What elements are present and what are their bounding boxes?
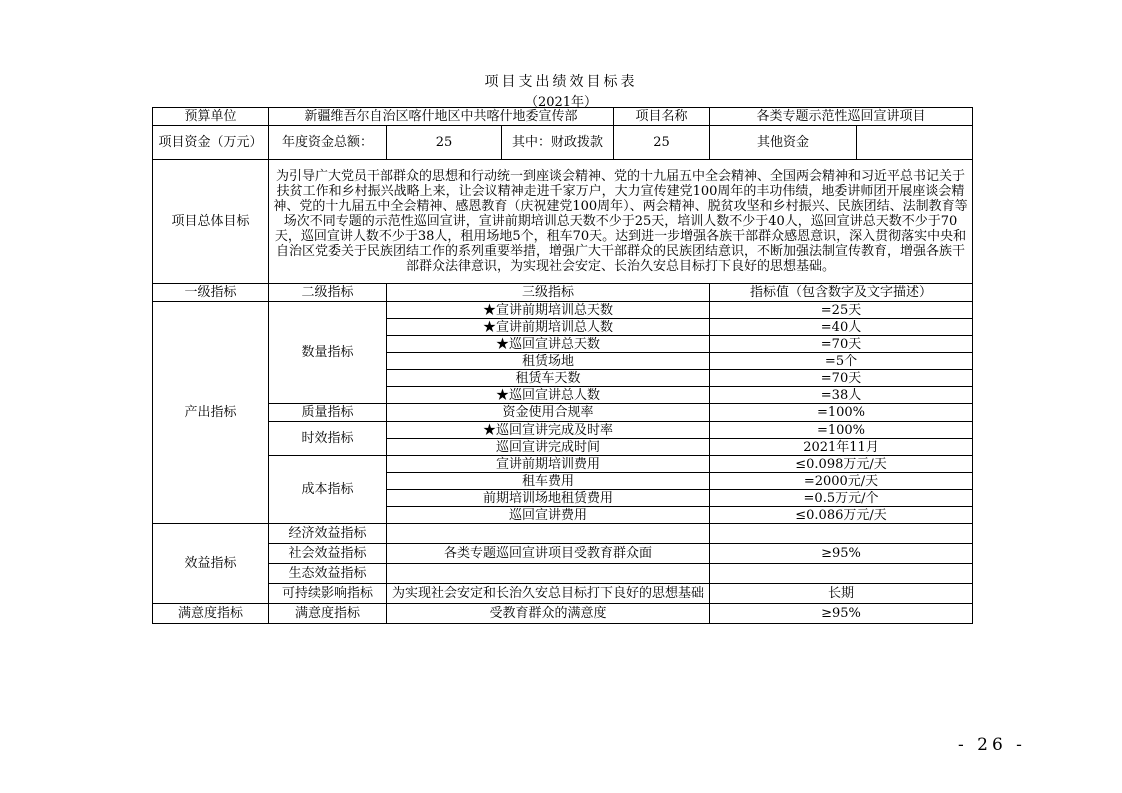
table-row [153,564,973,584]
level3-name: 资金使用合规率 [387,404,710,422]
benefit-level2: 生态效益指标 [269,564,387,584]
level3-name: 巡回宣讲费用 [387,507,710,524]
indicator-value: 2021年11月 [710,439,973,456]
performance-target-table [152,107,973,624]
header-row [153,108,973,126]
level3-name: 巡回宣讲完成时间 [387,439,710,456]
col-level2: 二级指标 [269,284,387,302]
level3-name: 租赁车天数 [387,370,710,387]
indicator-value: ≤0.098万元/天 [710,456,973,473]
goal-label: 项目总体目标 [153,160,269,284]
table-row [153,404,973,422]
indicator-value: =40人 [710,319,973,336]
timeliness-indicator-label: 时效指标 [269,422,387,456]
level3-name: 前期培训场地租赁费用 [387,490,710,507]
level3-name: 受教育群众的满意度 [387,604,710,624]
satisfaction-indicator-label: 满意度指标 [153,604,269,624]
indicator-value: =100% [710,422,973,439]
annual-total-label: 年度资金总额： [269,126,387,160]
project-name-value: 各类专题示范性巡回宣讲项目 [710,108,973,126]
other-funds-label: 其他资金 [710,126,857,160]
project-name-label: 项目名称 [614,108,710,126]
annual-total-value: 25 [387,126,502,160]
indicator-value: =2000元/天 [710,473,973,490]
quantity-indicator-label: 数量指标 [269,302,387,404]
level3-name: 宣讲前期培训费用 [387,456,710,473]
benefit-level2: 经济效益指标 [269,524,387,544]
satisfaction-level2: 满意度指标 [269,604,387,624]
output-indicator-label: 产出指标 [153,302,269,524]
level3-name: ★巡回宣讲总天数 [387,336,710,353]
table-row [153,584,973,604]
level3-name [387,564,710,584]
level3-name: ★宣讲前期培训总人数 [387,319,710,336]
goal-row [153,160,973,284]
goal-text: 为引导广大党员干部群众的思想和行动统一到座谈会精神、党的十九届五中全会精神、全国两会精神和习近平总书记关于扶贫工作和乡村振兴战略上来，让会议精神走进千家万户，大力宣传建党100周年的丰功伟绩，地委讲师团开展座谈会精神、党的十九届五中全会精神、感恩教育（庆祝建党100周年）、两会精神、脱贫攻坚和乡村振兴、民族团结、法制教育等场次不同专题的示范性巡回宣讲，宣讲前期培训总天数不少于25天，培训人数不少于40人，巡回宣讲总天数不少于70天，巡回宣讲人数不少于38人，租用场地5个，租车70天。达到进一步增强各族干部群众感恩意识，深入贯彻落实中央和自治区党委关于民族团结工作的系列重要举措，增强广大干部群众的民族团结意识，不断加强法制宣传教育，增强各族干部群众法律意识，为实现社会安定、长治久安总目标打下良好的思想基础。 [269,160,973,284]
indicator-value: ≥95% [710,544,973,564]
col-level1: 一级指标 [153,284,269,302]
benefit-level2: 可持续影响指标 [269,584,387,604]
fiscal-label: 其中：财政拨款 [502,126,614,160]
table-row [153,422,973,439]
column-header-row [153,284,973,302]
table-row [153,604,973,624]
funds-label: 项目资金（万元） [153,126,269,160]
level3-name: 租车费用 [387,473,710,490]
level3-name: ★巡回宣讲完成及时率 [387,422,710,439]
indicator-value: =70天 [710,370,973,387]
indicator-value: =70天 [710,336,973,353]
indicator-value [710,564,973,584]
table-year: （2021年） [524,95,598,110]
table-row [153,302,973,319]
benefit-indicator-label: 效益指标 [153,524,269,604]
indicator-value: =100% [710,404,973,422]
fiscal-value: 25 [614,126,710,160]
indicator-value: =25天 [710,302,973,319]
page-number: - 26 - [958,735,1026,755]
level3-name: 为实现社会安定和长治久安总目标打下良好的思想基础 [387,584,710,604]
indicator-value: =0.5万元/个 [710,490,973,507]
indicator-value [710,524,973,544]
indicator-value: =5个 [710,353,973,370]
other-funds-value [857,126,973,160]
level3-name [387,524,710,544]
quality-indicator-label: 质量指标 [269,404,387,422]
benefit-level2: 社会效益指标 [269,544,387,564]
indicator-value: ≤0.086万元/天 [710,507,973,524]
table-row [153,524,973,544]
indicator-value: ≥95% [710,604,973,624]
level3-name: ★巡回宣讲总人数 [387,387,710,404]
cost-indicator-label: 成本指标 [269,456,387,524]
col-value: 指标值（包含数字及文字描述） [710,284,973,302]
level3-name: 租赁场地 [387,353,710,370]
level3-name: 各类专题巡回宣讲项目受教育群众面 [387,544,710,564]
funds-row [153,126,973,160]
table-row [153,456,973,473]
indicator-value: 长期 [710,584,973,604]
col-level3: 三级指标 [387,284,710,302]
level3-name: ★宣讲前期培训总天数 [387,302,710,319]
budget-unit-label: 预算单位 [153,108,269,126]
budget-unit-value: 新疆维吾尔自治区喀什地区中共喀什地委宣传部 [269,108,614,126]
table-title: 项目支出绩效目标表 [484,74,638,90]
indicator-value: =38人 [710,387,973,404]
table-row [153,544,973,564]
